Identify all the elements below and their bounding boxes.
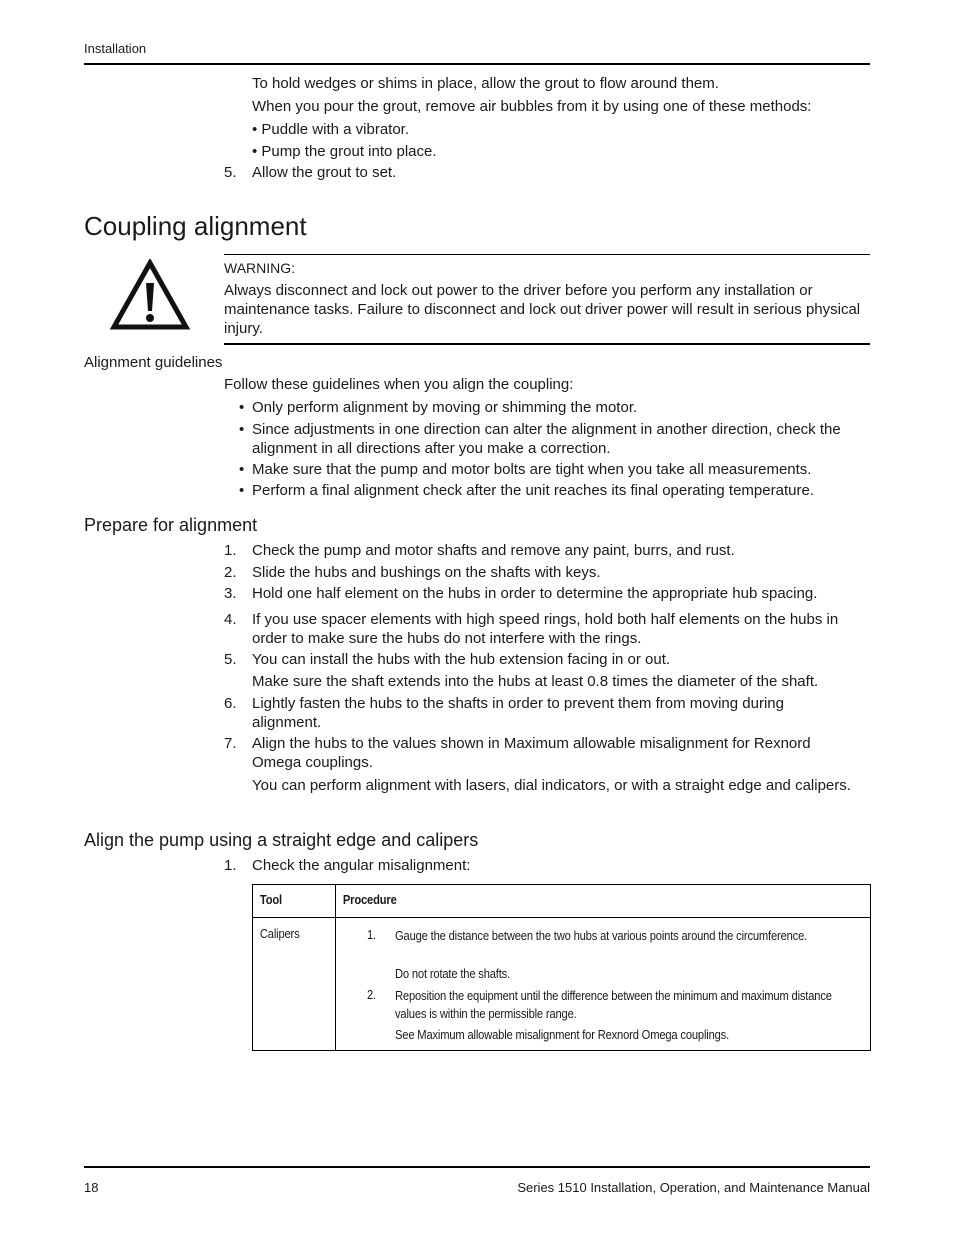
table-row <box>253 918 871 1051</box>
step-number: 5. <box>224 651 237 668</box>
grout-bullet: • Puddle with a vibrator. <box>252 121 410 138</box>
procedure-step-text: Gauge the distance between the two hubs at various points around the circumference. <box>395 928 808 943</box>
guidelines-lead: Follow these guidelines when you align the coupling: <box>224 376 574 393</box>
table-cell-procedure <box>336 918 871 1051</box>
step-number: 6. <box>224 695 237 712</box>
bullet-icon: • <box>239 399 245 416</box>
procedure-step-note: Do not rotate the shafts. <box>395 966 511 981</box>
grout-bullet: • Pump the grout into place. <box>252 143 437 160</box>
warning-bottom-rule <box>224 343 870 345</box>
step-note: You can perform alignment with lasers, dial indicators, or with a straight edge and calipers. <box>252 777 851 794</box>
table-cell-tool: Calipers <box>253 918 336 1051</box>
warning-triangle-icon <box>110 259 190 331</box>
header-rule <box>84 63 870 65</box>
running-header: Installation <box>84 41 147 56</box>
procedure-table <box>252 884 871 1051</box>
procedure-step-number: 2. <box>367 987 376 1002</box>
guideline-bullet: Perform a final alignment check after the unit reaches its final operating temperature. <box>252 482 814 499</box>
grout-paragraph: To hold wedges or shims in place, allow the grout to flow around them. <box>252 75 719 92</box>
bullet-icon: • <box>239 482 245 499</box>
step-text: Slide the hubs and bushings on the shafts with keys. <box>252 564 601 581</box>
step-number: 3. <box>224 585 237 602</box>
step-text: If you use spacer elements with high speed rings, hold both half elements on the hubs in order to make sure the hubs do not interfere with the rings. <box>252 611 839 647</box>
step-number: 5. <box>224 164 237 181</box>
subsection-heading: Prepare for alignment <box>84 515 258 535</box>
warning-label: WARNING: <box>224 260 296 276</box>
step-text: You can install the hubs with the hub extension facing in or out. <box>252 651 671 668</box>
warning-top-rule <box>224 254 870 255</box>
guideline-bullet: Only perform alignment by moving or shimming the motor. <box>252 399 638 416</box>
table-header-row <box>253 885 871 918</box>
bullet-icon: • <box>239 421 245 438</box>
grout-methods-paragraph: When you pour the grout, remove air bubbles from it by using one of these methods: <box>252 98 812 115</box>
warning-text: Always disconnect and lock out power to the driver before you perform any installation or maintenance tasks. Failure to disconnect and lock out driver power will result in serious physical injury. <box>224 282 861 337</box>
subsection-heading: Align the pump using a straight edge and calipers <box>84 830 479 850</box>
procedure-step-number: 1. <box>367 927 376 942</box>
page-number: 18 <box>84 1180 99 1195</box>
step-number: 4. <box>224 611 237 628</box>
step-number: 1. <box>224 857 237 874</box>
section-title: Coupling alignment <box>84 211 307 241</box>
step-text: Lightly fasten the hubs to the shafts in order to prevent them from moving during alignment. <box>252 695 784 731</box>
table-header-procedure: Procedure <box>336 885 871 918</box>
manual-title: Series 1510 Installation, Operation, and Maintenance Manual <box>517 1180 870 1195</box>
step-text: Hold one half element on the hubs in order to determine the appropriate hub spacing. <box>252 585 818 602</box>
footer-rule <box>84 1166 870 1168</box>
step-text: Check the angular misalignment: <box>252 857 471 874</box>
step-text: Align the hubs to the values shown in Maximum allowable misalignment for Rexnord Omega couplings. <box>252 735 811 771</box>
step-number: 7. <box>224 735 237 752</box>
step-note: Make sure the shaft extends into the hubs at least 0.8 times the diameter of the shaft. <box>252 673 819 690</box>
step-number: 2. <box>224 564 237 581</box>
bullet-icon: • <box>239 461 245 478</box>
guideline-bullet: Since adjustments in one direction can alter the alignment in another direction, check the alignment in all directions after you make a correction. <box>252 421 841 457</box>
table-header-tool: Tool <box>253 885 336 918</box>
subsection-heading: Alignment guidelines <box>84 354 223 371</box>
procedure-step-text: Reposition the equipment until the difference between the minimum and maximum distance values is within the permissible range. <box>395 988 832 1021</box>
step-text: Allow the grout to set. <box>252 164 397 181</box>
guideline-bullet: Make sure that the pump and motor bolts are tight when you take all measurements. <box>252 461 812 478</box>
step-text: Check the pump and motor shafts and remove any paint, burrs, and rust. <box>252 542 735 559</box>
step-number: 1. <box>224 542 237 559</box>
procedure-step-note: See Maximum allowable misalignment for Rexnord Omega couplings. <box>395 1027 730 1042</box>
